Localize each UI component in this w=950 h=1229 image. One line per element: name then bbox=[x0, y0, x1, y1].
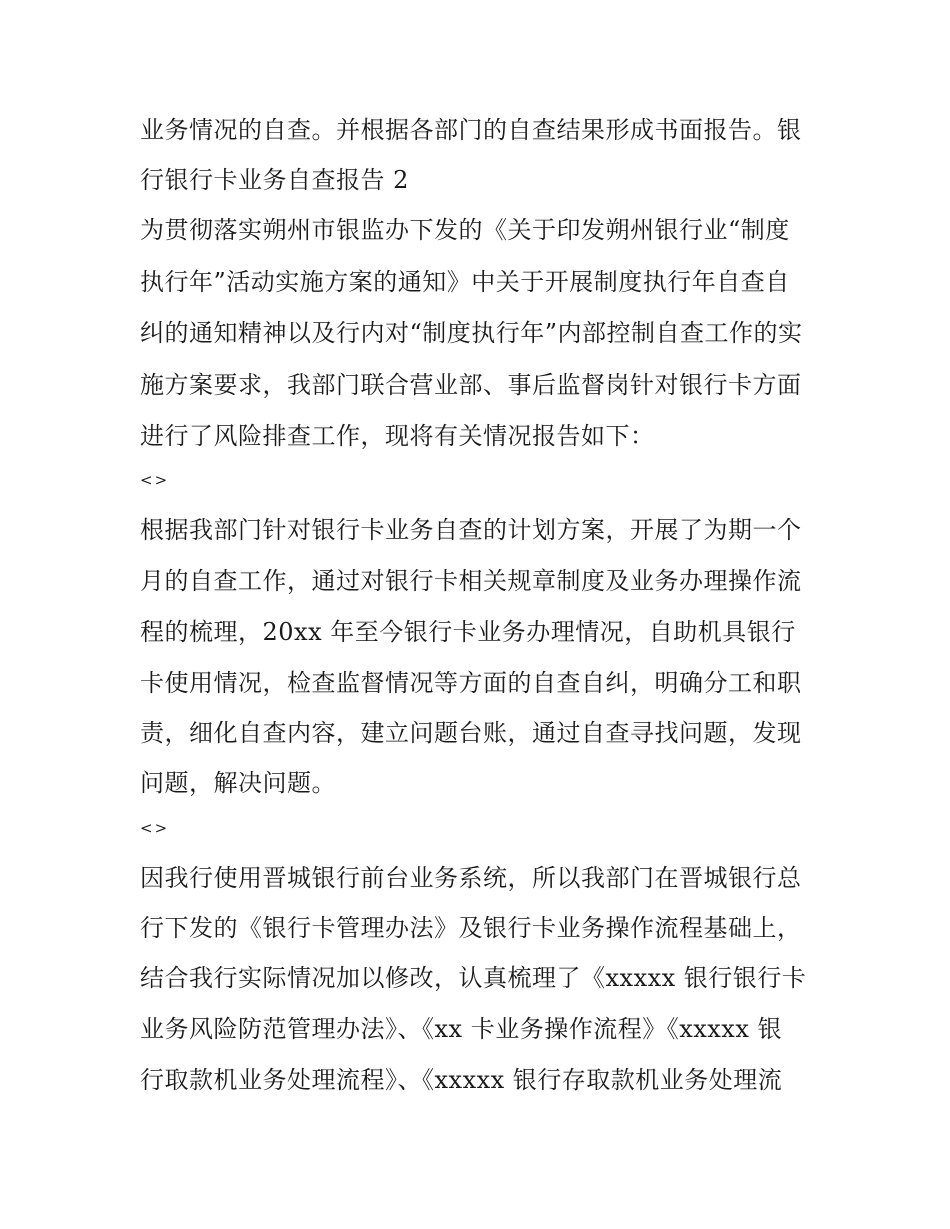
text-line: 卡使用情况，检查监督情况等方面的自查自纠，明确分工和职 bbox=[140, 669, 802, 697]
text-line: 结合我行实际情况加以修改，认真梳理了《xxxxx 银行银行卡 bbox=[140, 964, 807, 992]
text-line: 进行了风险排查工作，现将有关情况报告如下： bbox=[140, 422, 655, 450]
text-line: 施方案要求，我部门联合营业部、事后监督岗针对银行卡方面 bbox=[140, 371, 802, 399]
section-marker: <> bbox=[140, 471, 170, 489]
text-line: 问题，解决问题。 bbox=[140, 769, 336, 797]
text-line: 行下发的《银行卡管理办法》及银行卡业务操作流程基础上， bbox=[140, 914, 802, 942]
text-line: 根据我部门针对银行卡业务自查的计划方案，开展了为期一个 bbox=[140, 516, 802, 544]
text-line: 业务情况的自查。并根据各部门的自查结果形成书面报告。银 bbox=[140, 116, 802, 144]
text-line: 程的梳理，20xx 年至今银行卡业务办理情况，自助机具银行 bbox=[140, 618, 796, 646]
text-line: 纠的通知精神以及行内对“制度执行年”内部控制自查工作的实 bbox=[140, 319, 803, 347]
text-line: 为贯彻落实朔州市银监办下发的《关于印发朔州银行业“制度 bbox=[140, 216, 790, 244]
text-line: 月的自查工作，通过对银行卡相关规章制度及业务办理操作流 bbox=[140, 567, 802, 595]
text-line: 行取款机业务处理流程》、《xxxxx 银行存取款机业务处理流 bbox=[140, 1066, 783, 1094]
text-line: 责，细化自查内容，建立问题台账，通过自查寻找问题，发现 bbox=[140, 719, 802, 747]
text-line: 行银行卡业务自查报告 2 bbox=[140, 166, 409, 194]
text-line: 执行年”活动实施方案的通知》中关于开展制度执行年自查自 bbox=[140, 268, 790, 296]
text-line: 业务风险防范管理办法》、《xx 卡业务操作流程》《xxxxx 银 bbox=[140, 1015, 783, 1043]
text-line: 因我行使用晋城银行前台业务系统，所以我部门在晋城银行总 bbox=[140, 864, 802, 892]
section-marker: <> bbox=[140, 819, 170, 837]
